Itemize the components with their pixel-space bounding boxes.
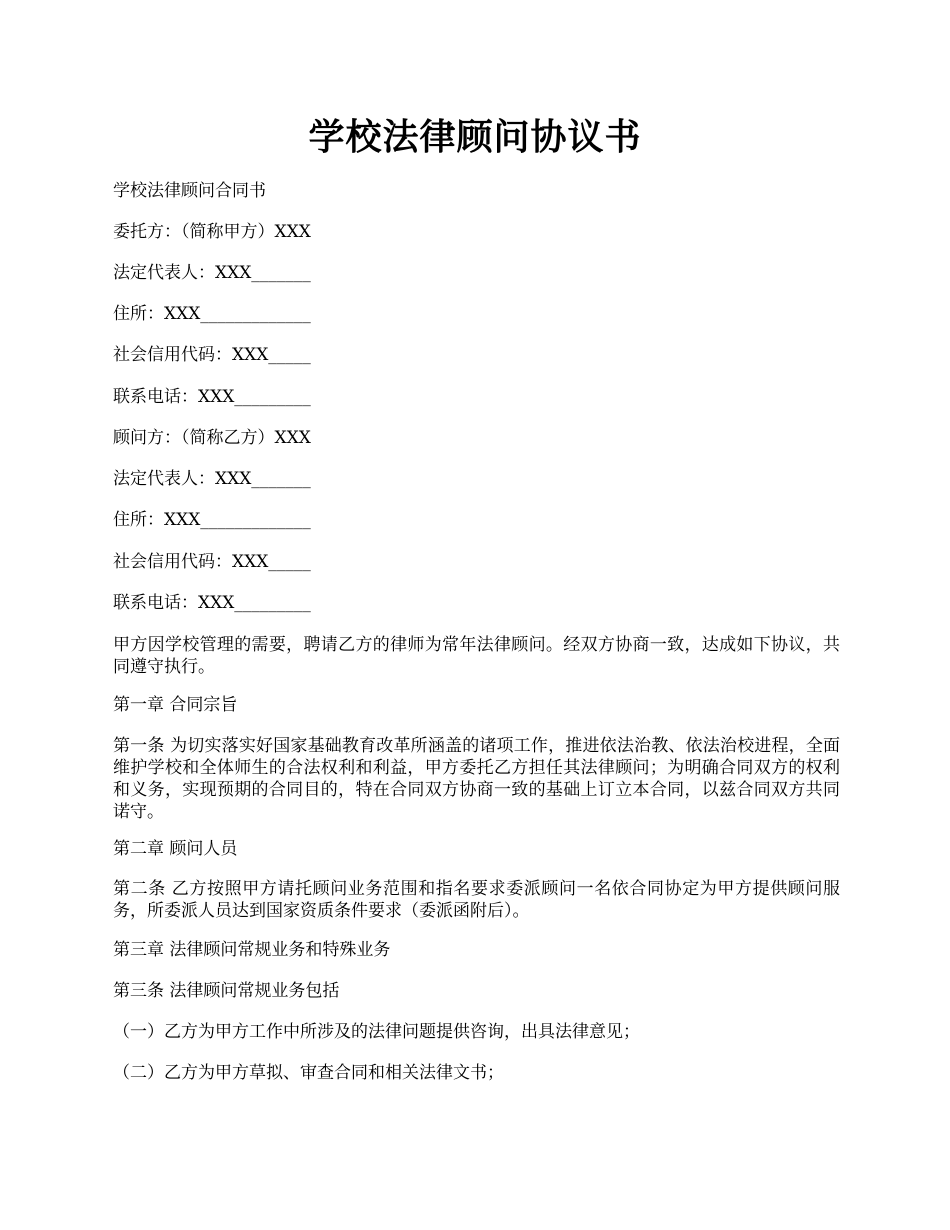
party-a-label: 委托方：（简称甲方）XXX [113,222,311,242]
party-a-rep: 法定代表人：XXX_______ [113,263,311,283]
party-b-credit-code: 社会信用代码：XXX_____ [113,552,311,572]
contract-subtitle: 学校法律顾问合同书 [113,181,266,201]
party-a-phone: 联系电话：XXX_________ [113,387,311,407]
article-1-paragraph: 第一条 为切实落实好国家基础教育改革所涵盖的诸项工作，推进依法治教、依法治校进程，全面维护学校和全体师生的合法权利和利益，甲方委托乙方担任其法律顾问；为明确合同双方的权利和义务，实现预期的合同目的，特在合同双方协商一致的基础上订立本合同，以兹合同双方共同诺守。 [113,736,840,822]
document-title: 学校法律顾问协议书 [308,116,642,158]
party-a-credit-code: 社会信用代码：XXX_____ [113,345,311,365]
intro-paragraph: 甲方因学校管理的需要，聘请乙方的律师为常年法律顾问。经双方协商一致，达成如下协议，共同遵守执行。 [113,635,840,677]
article-2-paragraph: 第二条 乙方按照甲方请托顾问业务范围和指名要求委派顾问一名依合同协定为甲方提供顾问服务，所委派人员达到国家资质条件要求（委派函附后）。 [113,879,840,921]
chapter-2-heading: 第二章 顾问人员 [113,839,238,859]
party-b-phone: 联系电话：XXX_________ [113,593,311,613]
chapter-3-heading: 第三章 法律顾问常规业务和特殊业务 [113,940,391,960]
list-item: （一）乙方为甲方工作中所涉及的法律问题提供咨询，出具法律意见； [113,1022,640,1042]
party-a-address: 住所：XXX_____________ [113,304,311,324]
party-b-address: 住所：XXX_____________ [113,510,311,530]
party-b-rep: 法定代表人：XXX_______ [113,469,311,489]
article-3-heading: 第三条 法律顾问常规业务包括 [113,981,340,1001]
party-b-label: 顾问方：（简称乙方）XXX [113,428,311,448]
chapter-1-heading: 第一章 合同宗旨 [113,695,238,715]
list-item: （二）乙方为甲方草拟、审查合同和相关法律文书； [113,1063,504,1083]
